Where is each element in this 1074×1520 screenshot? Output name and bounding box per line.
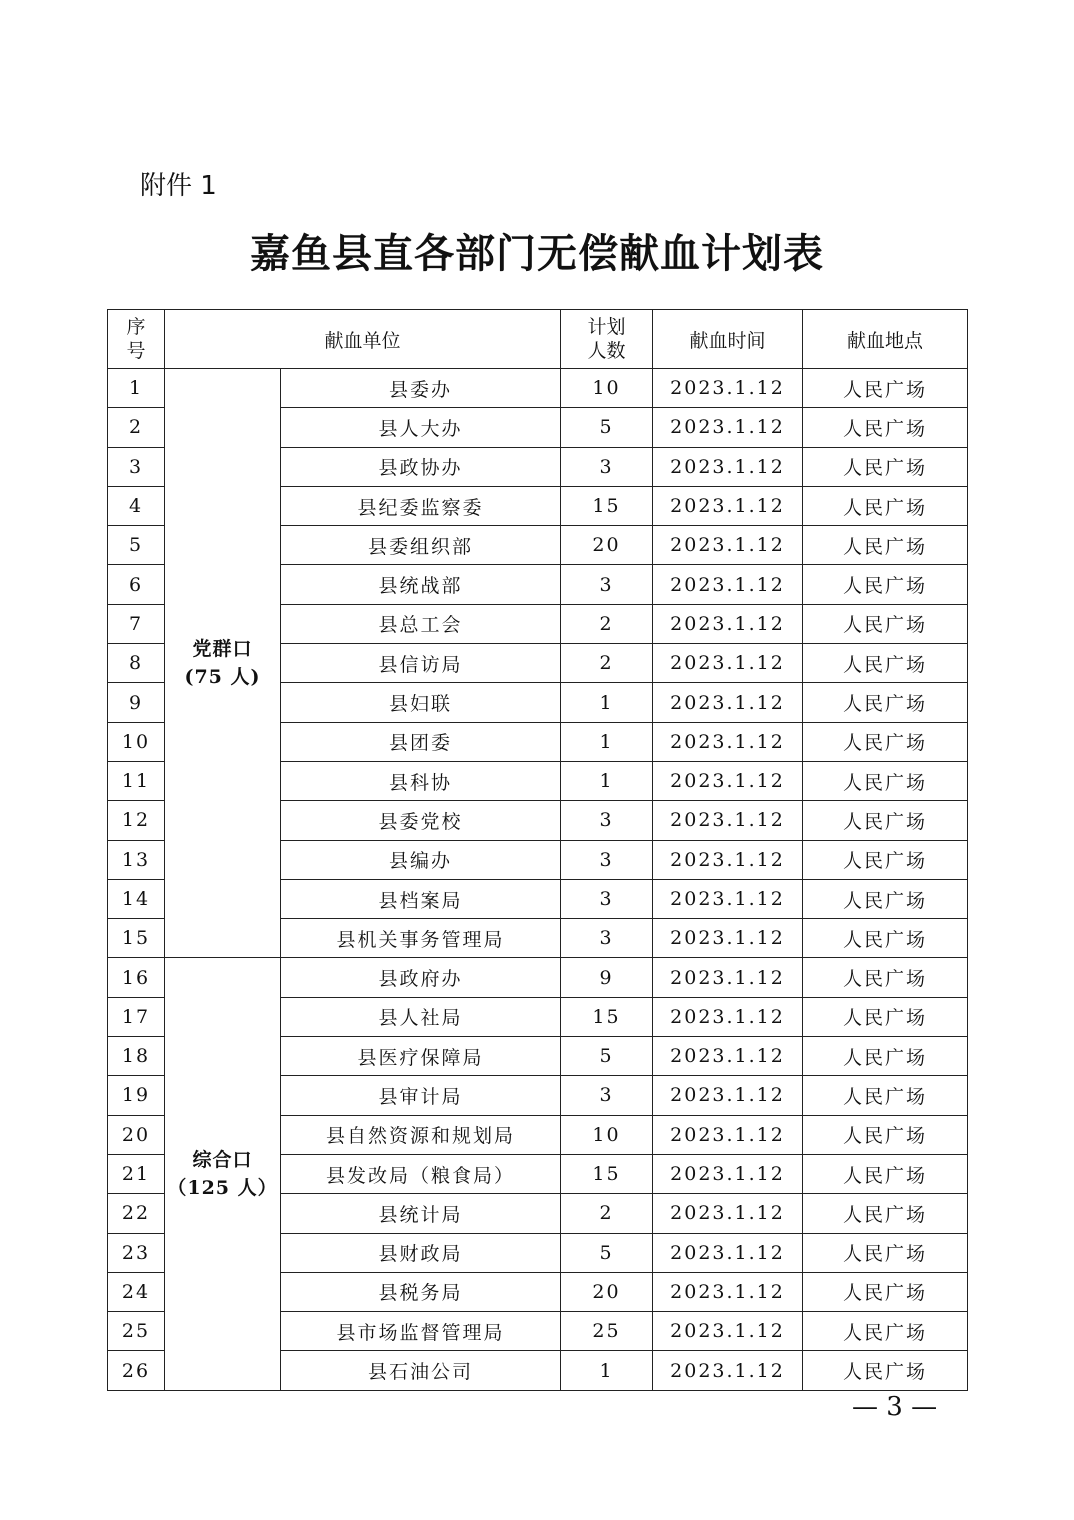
row-number: 22 [108,1194,165,1233]
group-total: （125 人） [167,1177,278,1200]
row-number: 3 [108,447,165,486]
donation-place: 人民广场 [803,604,968,643]
planned-count: 20 [561,526,653,565]
donation-place: 人民广场 [803,1312,968,1351]
donation-place: 人民广场 [803,1233,968,1272]
donation-place: 人民广场 [803,958,968,997]
row-number: 8 [108,644,165,683]
row-number: 9 [108,683,165,722]
unit-name: 县市场监督管理局 [281,1312,561,1351]
unit-name: 县档案局 [281,879,561,918]
header-count: 计划 人数 [561,310,653,369]
unit-name: 县财政局 [281,1233,561,1272]
donation-place: 人民广场 [803,447,968,486]
unit-name: 县统战部 [281,565,561,604]
unit-name: 县委办 [281,369,561,408]
planned-count: 15 [561,1154,653,1193]
planned-count: 20 [561,1272,653,1311]
row-number: 17 [108,997,165,1036]
donation-date: 2023.1.12 [653,1312,803,1351]
header-unit: 献血单位 [165,310,561,369]
unit-name: 县总工会 [281,604,561,643]
row-number: 26 [108,1351,165,1390]
group-name: 综合口 [192,1149,253,1172]
donation-place: 人民广场 [803,997,968,1036]
table-header-row [108,310,968,369]
unit-name: 县人大办 [281,408,561,447]
donation-place: 人民广场 [803,369,968,408]
donation-date: 2023.1.12 [653,1037,803,1076]
planned-count: 3 [561,840,653,879]
planned-count: 1 [561,761,653,800]
row-number: 25 [108,1312,165,1351]
planned-count: 15 [561,997,653,1036]
group-cell [165,958,281,1390]
unit-name: 县医疗保障局 [281,1037,561,1076]
attachment-label: 附件 1 [140,171,217,201]
planned-count: 5 [561,1037,653,1076]
donation-place: 人民广场 [803,761,968,800]
unit-name: 县科协 [281,761,561,800]
table-body [108,369,968,1391]
donation-date: 2023.1.12 [653,761,803,800]
donation-place: 人民广场 [803,683,968,722]
donation-date: 2023.1.12 [653,369,803,408]
row-number: 23 [108,1233,165,1272]
unit-name: 县信访局 [281,644,561,683]
donation-date: 2023.1.12 [653,722,803,761]
planned-count: 9 [561,958,653,997]
donation-date: 2023.1.12 [653,879,803,918]
row-number: 21 [108,1154,165,1193]
planned-count: 3 [561,565,653,604]
donation-date: 2023.1.12 [653,644,803,683]
header-seq: 序 号 [108,310,165,369]
row-number: 1 [108,369,165,408]
planned-count: 3 [561,801,653,840]
donation-date: 2023.1.12 [653,604,803,643]
planned-count: 10 [561,369,653,408]
planned-count: 15 [561,486,653,525]
row-number: 20 [108,1115,165,1154]
planned-count: 5 [561,1233,653,1272]
planned-count: 10 [561,1115,653,1154]
unit-name: 县政协办 [281,447,561,486]
donation-place: 人民广场 [803,1194,968,1233]
donation-place: 人民广场 [803,1115,968,1154]
planned-count: 5 [561,408,653,447]
planned-count: 2 [561,1194,653,1233]
planned-count: 1 [561,1351,653,1390]
donation-date: 2023.1.12 [653,565,803,604]
donation-place: 人民广场 [803,919,968,958]
donation-date: 2023.1.12 [653,447,803,486]
row-number: 18 [108,1037,165,1076]
group-cell [165,369,281,958]
donation-date: 2023.1.12 [653,526,803,565]
donation-place: 人民广场 [803,486,968,525]
donation-place: 人民广场 [803,644,968,683]
header-time: 献血时间 [653,310,803,369]
header-place: 献血地点 [803,310,968,369]
planned-count: 3 [561,919,653,958]
donation-date: 2023.1.12 [653,1154,803,1193]
donation-date: 2023.1.12 [653,1115,803,1154]
donation-place: 人民广场 [803,1076,968,1115]
row-number: 13 [108,840,165,879]
donation-place: 人民广场 [803,408,968,447]
planned-count: 3 [561,879,653,918]
row-number: 2 [108,408,165,447]
donation-date: 2023.1.12 [653,1233,803,1272]
donation-place: 人民广场 [803,879,968,918]
unit-name: 县妇联 [281,683,561,722]
row-number: 16 [108,958,165,997]
table-row [108,369,968,408]
planned-count: 1 [561,683,653,722]
donation-date: 2023.1.12 [653,1194,803,1233]
row-number: 7 [108,604,165,643]
donation-date: 2023.1.12 [653,1272,803,1311]
row-number: 24 [108,1272,165,1311]
donation-place: 人民广场 [803,840,968,879]
donation-date: 2023.1.12 [653,683,803,722]
donation-place: 人民广场 [803,1272,968,1311]
unit-name: 县人社局 [281,997,561,1036]
row-number: 14 [108,879,165,918]
unit-name: 县团委 [281,722,561,761]
planned-count: 3 [561,1076,653,1115]
unit-name: 县审计局 [281,1076,561,1115]
unit-name: 县委组织部 [281,526,561,565]
donation-date: 2023.1.12 [653,1351,803,1390]
page-title: 嘉鱼县直各部门无偿献血计划表 [250,230,824,277]
donation-place: 人民广场 [803,565,968,604]
unit-name: 县统计局 [281,1194,561,1233]
unit-name: 县税务局 [281,1272,561,1311]
unit-name: 县委党校 [281,801,561,840]
unit-name: 县石油公司 [281,1351,561,1390]
donation-place: 人民广场 [803,801,968,840]
planned-count: 1 [561,722,653,761]
donation-date: 2023.1.12 [653,997,803,1036]
donation-place: 人民广场 [803,1037,968,1076]
donation-date: 2023.1.12 [653,919,803,958]
row-number: 15 [108,919,165,958]
row-number: 11 [108,761,165,800]
donation-date: 2023.1.12 [653,801,803,840]
donation-place: 人民广场 [803,1154,968,1193]
donation-date: 2023.1.12 [653,486,803,525]
donation-date: 2023.1.12 [653,1076,803,1115]
row-number: 12 [108,801,165,840]
donation-place: 人民广场 [803,722,968,761]
donation-date: 2023.1.12 [653,958,803,997]
page-number: — 3 — [852,1392,938,1422]
row-number: 6 [108,565,165,604]
table-row [108,958,968,997]
unit-name: 县纪委监察委 [281,486,561,525]
group-total: (75 人) [184,666,261,689]
donation-place: 人民广场 [803,1351,968,1390]
group-name: 党群口 [192,638,253,661]
unit-name: 县机关事务管理局 [281,919,561,958]
donation-date: 2023.1.12 [653,408,803,447]
planned-count: 2 [561,604,653,643]
planned-count: 25 [561,1312,653,1351]
row-number: 19 [108,1076,165,1115]
blood-donation-plan-table [107,309,968,1391]
donation-place: 人民广场 [803,526,968,565]
planned-count: 3 [561,447,653,486]
donation-date: 2023.1.12 [653,840,803,879]
planned-count: 2 [561,644,653,683]
unit-name: 县政府办 [281,958,561,997]
row-number: 5 [108,526,165,565]
row-number: 4 [108,486,165,525]
unit-name: 县编办 [281,840,561,879]
row-number: 10 [108,722,165,761]
unit-name: 县自然资源和规划局 [281,1115,561,1154]
unit-name: 县发改局（粮食局） [281,1154,561,1193]
